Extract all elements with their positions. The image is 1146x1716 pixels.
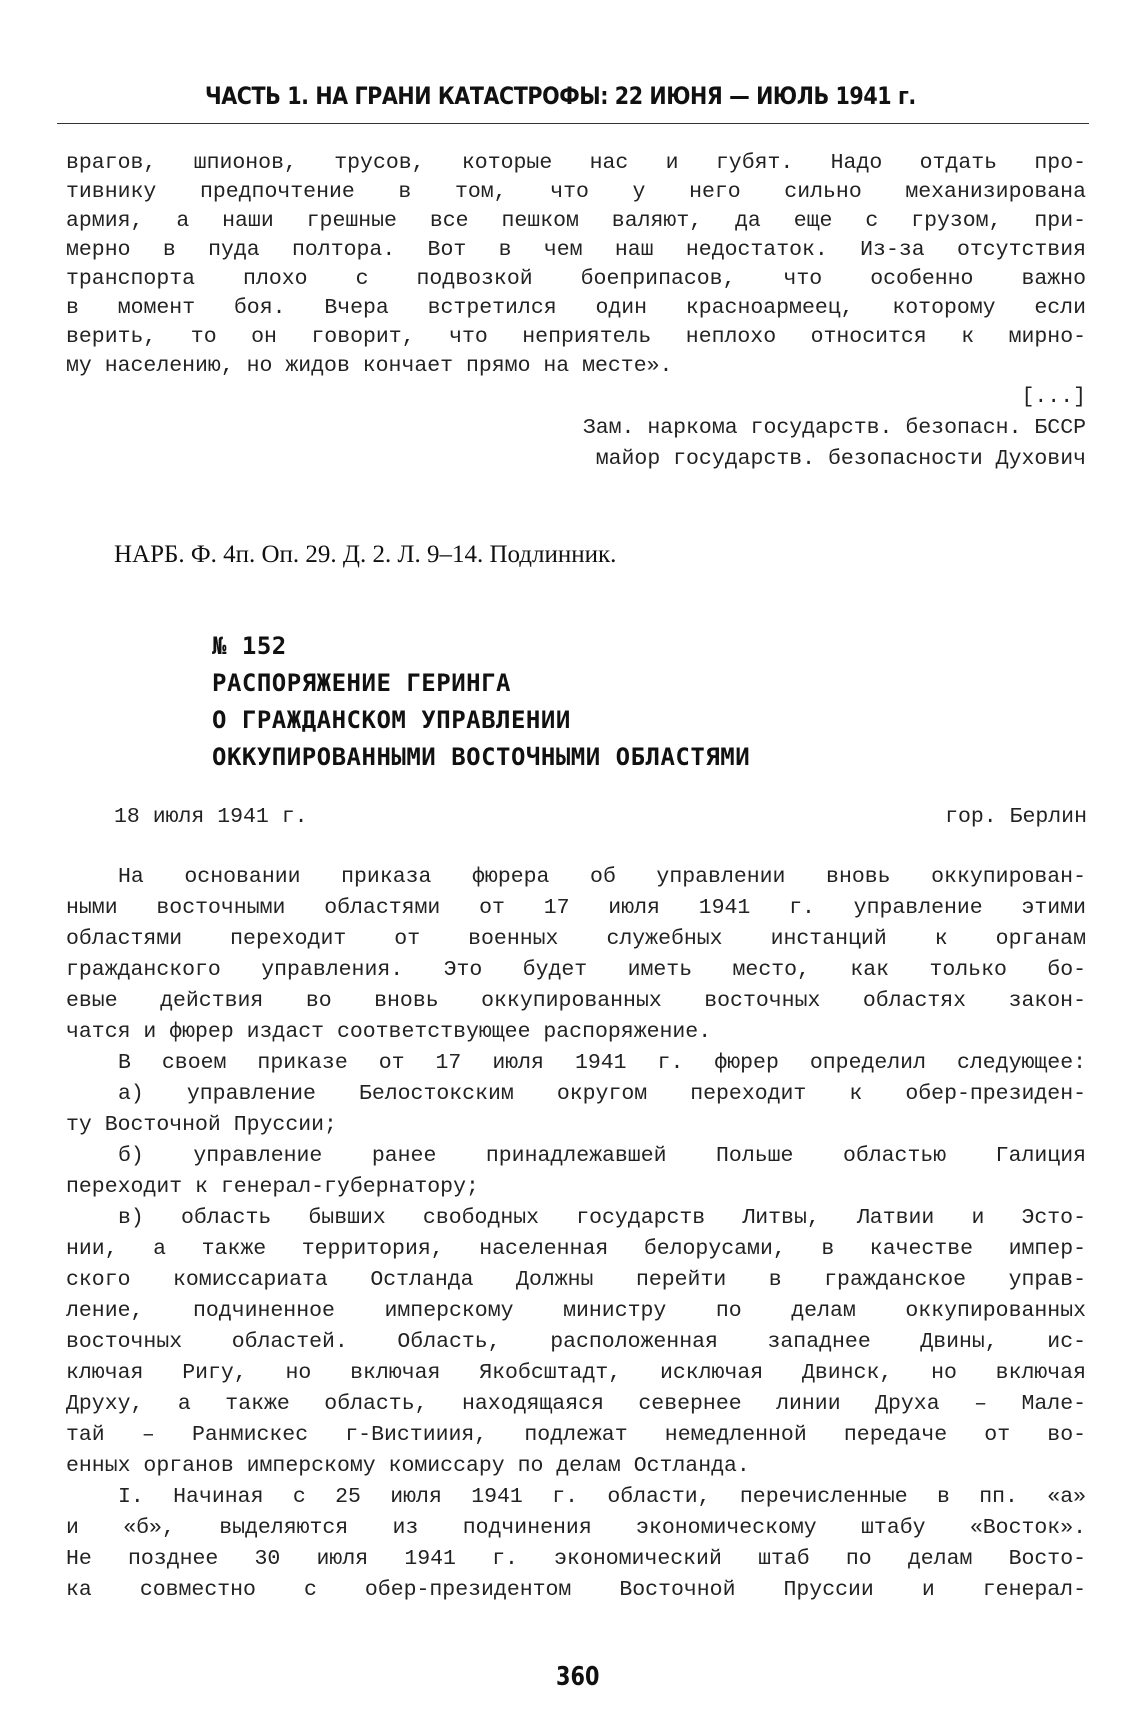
text-line: ными восточными областями от 17 июля 1941 г. управление этими xyxy=(66,896,1086,920)
text-line: ту Восточной Пруссии; xyxy=(66,1113,337,1137)
text-line: и «б», выделяются из подчинения экономическому штабу «Восток». xyxy=(66,1516,1086,1540)
text-line: нии, а также территория, населенная белорусами, в качестве импер- xyxy=(66,1237,1086,1261)
document-title-line: ОККУПИРОВАННЫМИ ВОСТОЧНЫМИ ОБЛАСТЯМИ xyxy=(212,743,751,771)
text-line: б) управление ранее принадлежавшей Польше областью Галиция xyxy=(118,1144,1086,1168)
text-line: Не позднее 30 июля 1941 г. экономический штаб по делам Восто- xyxy=(66,1547,1086,1571)
signature-line: Зам. наркома государств. безопасн. БССР xyxy=(582,416,1086,440)
text-line: тивнику предпочтение в том, что у него сильно механизирована xyxy=(66,180,1086,204)
text-line: транспорта плохо с подвозкой боеприпасов, что особенно важно xyxy=(66,267,1086,291)
text-line: чатся и фюрер издаст соответствующее распоряжение. xyxy=(66,1020,712,1044)
text-line: переходит к генерал-губернатору; xyxy=(66,1175,479,1199)
text-line: армия, а наши грешные все пешком валяют, да еще с грузом, при- xyxy=(66,209,1086,233)
omission-mark: [...] xyxy=(1021,385,1086,409)
running-header: ЧАСТЬ 1. НА ГРАНИ КАТАСТРОФЫ: 22 ИЮНЯ — ИЮЛЬ 1941 г. xyxy=(205,82,916,110)
text-line: мерно в пуда полтора. Вот в чем наш недостаток. Из-за отсутствия xyxy=(66,238,1086,262)
text-line: му населению, но жидов кончает прямо на месте». xyxy=(66,354,673,378)
archive-source: НАРБ. Ф. 4п. Оп. 29. Д. 2. Л. 9–14. Подлинник. xyxy=(114,541,617,568)
document-title-line: О ГРАЖДАНСКОМ УПРАВЛЕНИИ xyxy=(212,706,571,734)
text-line: На основании приказа фюрера об управлении вновь оккупирован- xyxy=(118,865,1086,889)
text-line: ключая Ригу, но включая Якобсштадт, исключая Двинск, но включая xyxy=(66,1361,1086,1385)
text-line: евые действия во вновь оккупированных восточных областях закон- xyxy=(66,989,1086,1013)
text-line: верить, то он говорит, что неприятель неплохо относится к мирно- xyxy=(66,325,1086,349)
page-number: 360 xyxy=(556,1662,600,1692)
text-line: енных органов имперскому комиссару по делам Остланда. xyxy=(66,1454,750,1478)
text-line: I. Начиная с 25 июля 1941 г. области, перечисленные в пп. «а» xyxy=(118,1485,1086,1509)
text-line: В своем приказе от 17 июля 1941 г. фюрер определил следующее: xyxy=(118,1051,1086,1075)
text-line: Друху, а также область, находящаяся севернее линии Друха – Мале- xyxy=(66,1392,1086,1416)
text-line: тай – Ранмискес г-Вистииия, подлежат немедленной передаче от во- xyxy=(66,1423,1086,1447)
text-line: ка совместно с обер-президентом Восточной Пруссии и генерал- xyxy=(66,1578,1086,1602)
text-line: восточных областей. Область, расположенная западнее Двины, ис- xyxy=(66,1330,1086,1354)
text-line: ского комиссариата Остланда Должны перейти в гражданское управ- xyxy=(66,1268,1086,1292)
text-line: в) область бывших свободных государств Литвы, Латвии и Эсто- xyxy=(118,1206,1086,1230)
text-line: ление, подчиненное имперскому министру по делам оккупированных xyxy=(66,1299,1086,1323)
text-line: гражданского управления. Это будет иметь место, как только бо- xyxy=(66,958,1086,982)
signature-line: майор государств. безопасности Духович xyxy=(595,447,1086,471)
header-divider xyxy=(57,123,1089,124)
text-line: а) управление Белостокским округом переходит к обер-президен- xyxy=(118,1082,1086,1106)
document-title-line: РАСПОРЯЖЕНИЕ ГЕРИНГА xyxy=(212,669,511,697)
text-line: областями переходит от военных служебных инстанций к органам xyxy=(66,927,1086,951)
text-line: врагов, шпионов, трусов, которые нас и губят. Надо отдать про- xyxy=(66,151,1086,175)
document-number: № 152 xyxy=(212,632,287,660)
document-place: гор. Берлин xyxy=(945,805,1087,829)
text-line: в момент боя. Вчера встретился один красноармеец, которому если xyxy=(66,296,1086,320)
document-date: 18 июля 1941 г. xyxy=(114,805,308,829)
